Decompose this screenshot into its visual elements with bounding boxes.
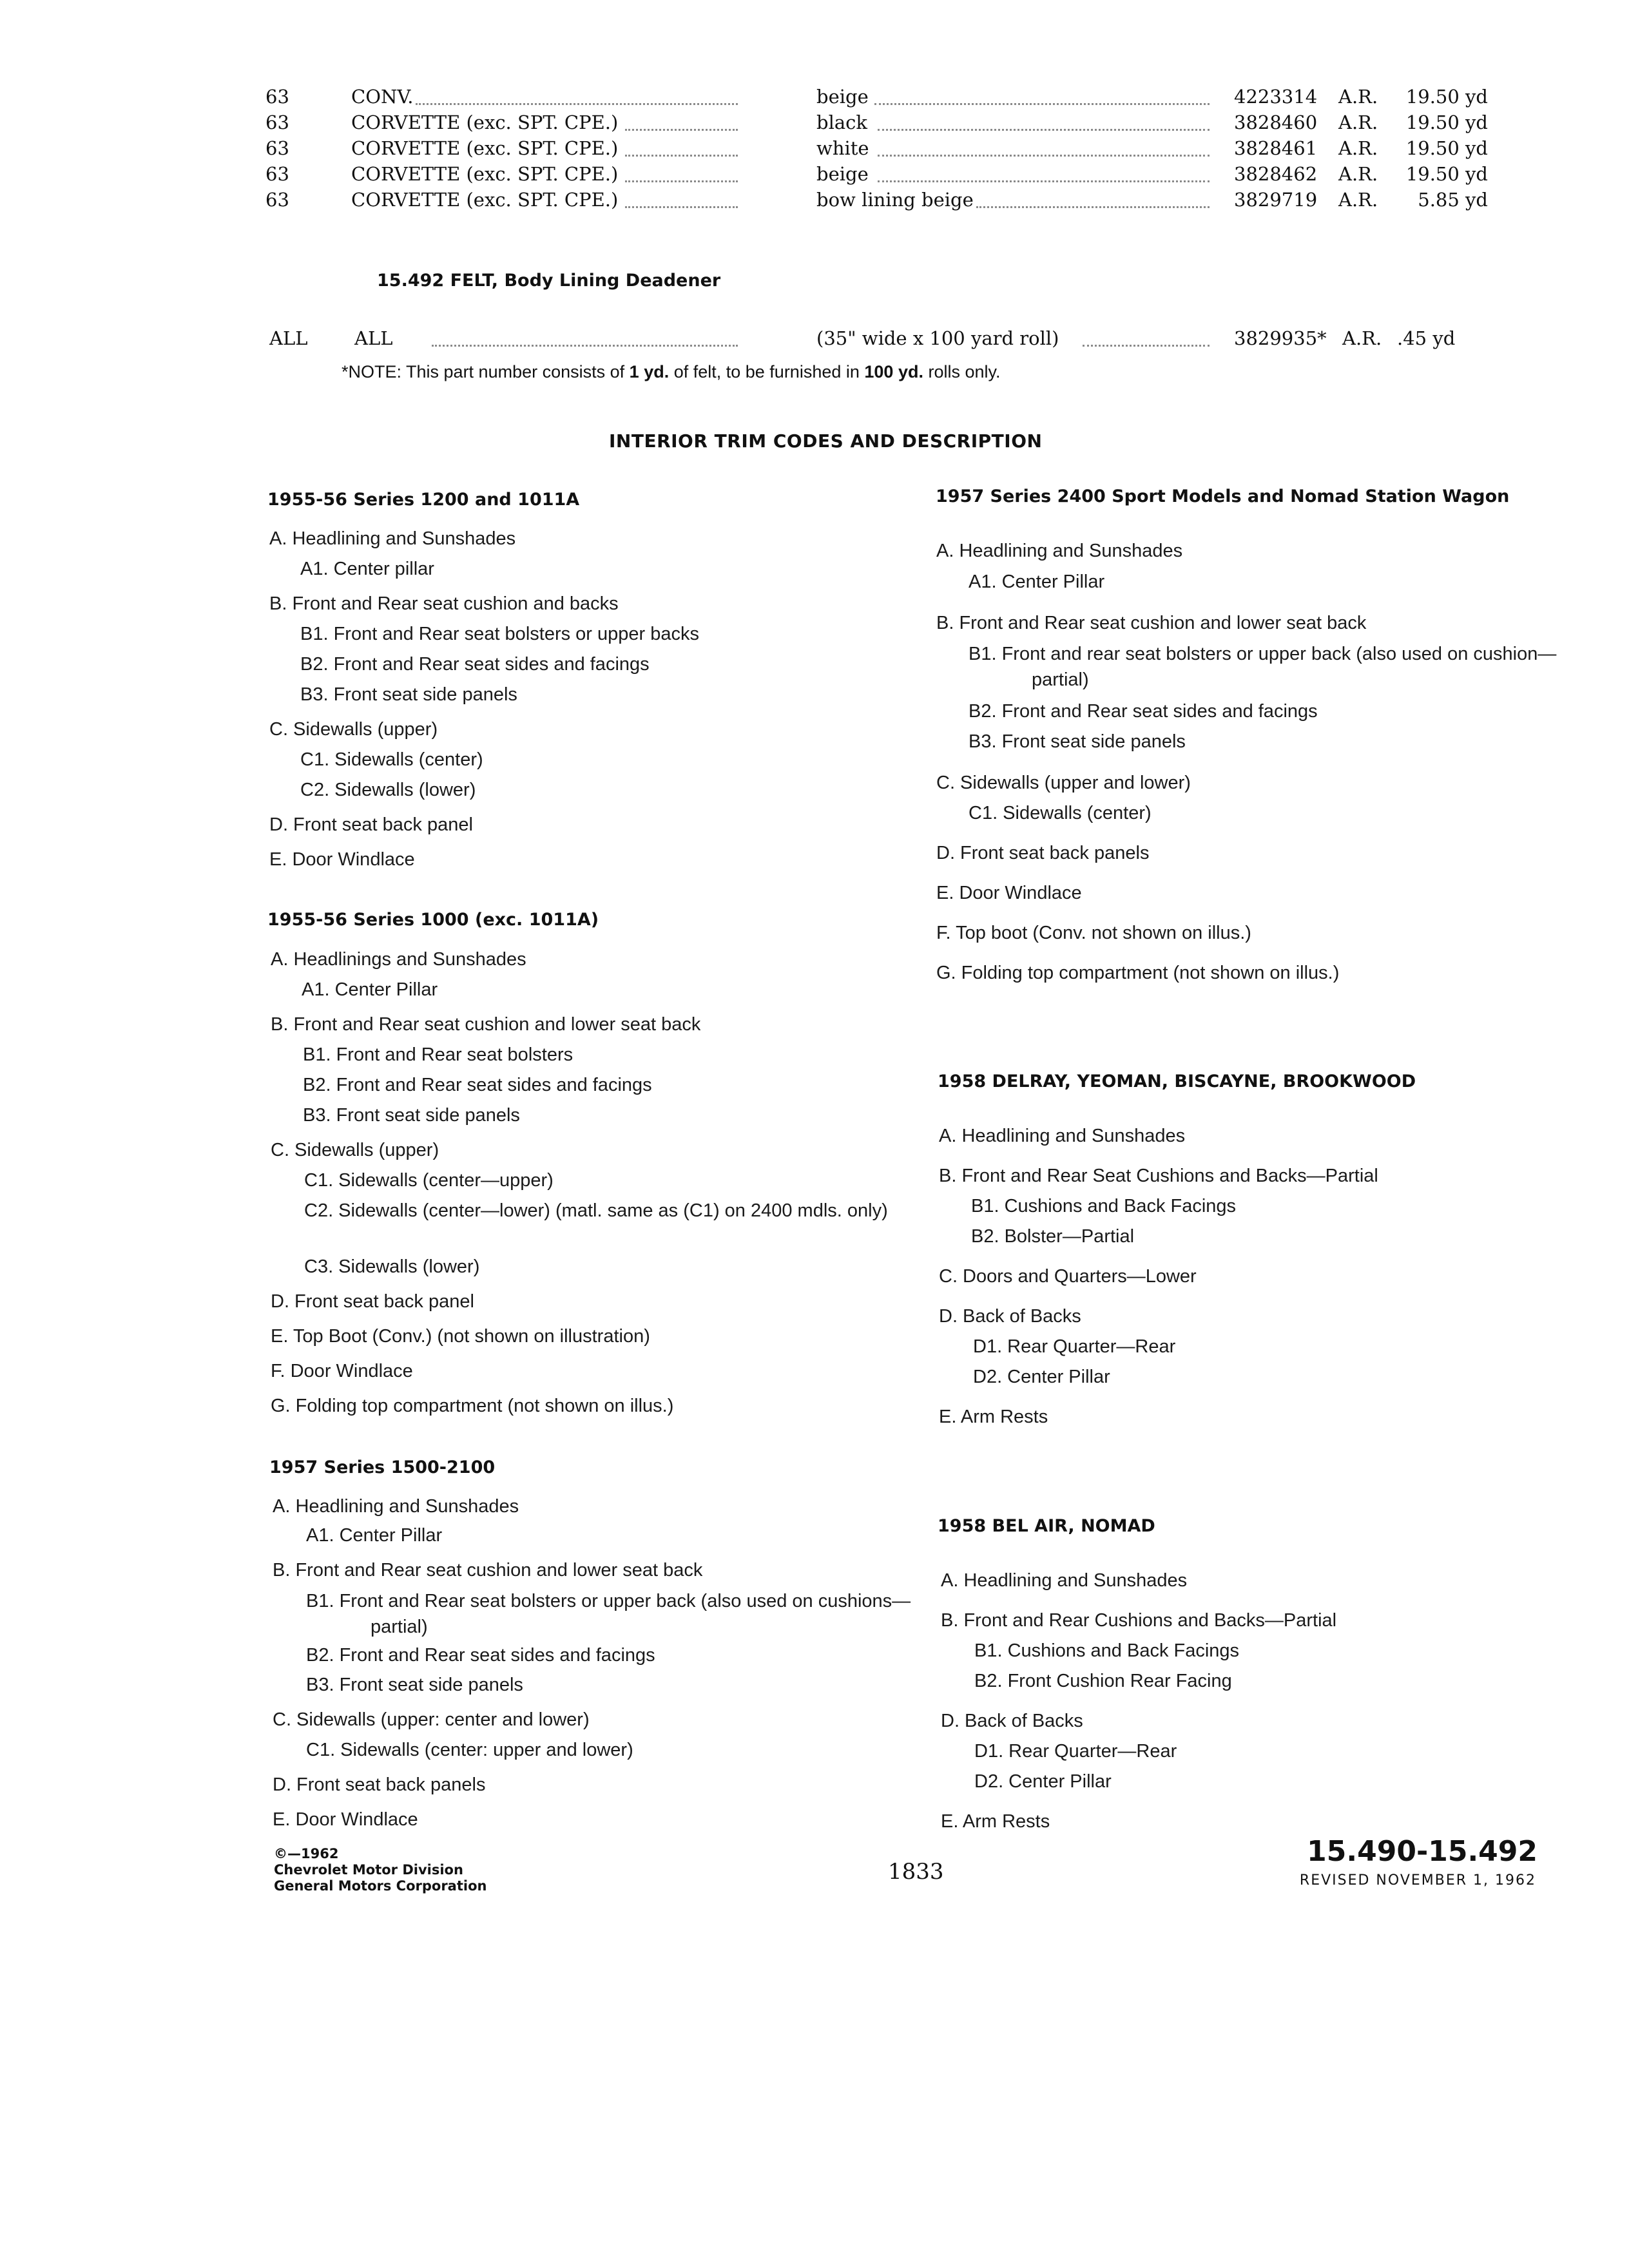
table-row	[0, 163, 1629, 189]
trim-code-item: A. Headlining and Sunshades	[273, 1496, 519, 1517]
dot-leader	[625, 155, 738, 157]
trim-code-item: C1. Sidewalls (center—upper)	[304, 1170, 554, 1191]
part-number-cell: 3829935*	[1234, 327, 1327, 349]
dot-leader	[432, 345, 738, 347]
trim-code-item: B. Front and Rear seat cushion and lower seat back	[271, 1014, 701, 1035]
trim-code-item: B. Front and Rear seat cushion and lower seat back	[936, 613, 1367, 633]
trim-code-item: D. Front seat back panel	[271, 1291, 474, 1312]
trim-code-item: B. Front and Rear Cushions and Backs—Partial	[941, 1610, 1337, 1631]
note-bold-1: 1 yd.	[629, 362, 670, 381]
model-cell: CORVETTE (exc. SPT. CPE.)	[351, 137, 619, 159]
page-number: 1833	[888, 1859, 944, 1885]
section-title: 1958 BEL AIR, NOMAD	[938, 1516, 1155, 1536]
part-number-cell: 3828462	[1234, 163, 1318, 185]
note-suffix: rolls only.	[923, 362, 1001, 381]
trim-code-item: D2. Center Pillar	[974, 1771, 1112, 1792]
trim-code-item: B3. Front seat side panels	[300, 684, 517, 705]
trim-code-item: E. Door Windlace	[269, 849, 415, 870]
trim-code-item: D. Back of Backs	[939, 1306, 1081, 1327]
dot-leader	[878, 129, 1210, 131]
trim-code-item: C1. Sidewalls (center)	[300, 749, 483, 770]
trim-code-item: B3. Front seat side panels	[303, 1105, 520, 1126]
qty-cell: A.R.	[1342, 327, 1382, 349]
table-row	[0, 189, 1629, 215]
amount-cell: 19.50 yd	[1405, 137, 1488, 159]
trim-code-item: E. Top Boot (Conv.) (not shown on illustration)	[271, 1326, 650, 1347]
year-cell: 63	[265, 86, 289, 108]
qty-cell: A.R.	[1338, 137, 1378, 159]
model-cell: CONV.	[351, 86, 414, 108]
trim-code-item: B1. Front and Rear seat bolsters	[303, 1044, 574, 1065]
trim-code-item: B1. Cushions and Back Facings	[974, 1640, 1240, 1661]
trim-code-item: B1. Front and rear seat bolsters or upper back (also used on cushion—partial)	[969, 644, 1557, 690]
dot-leader	[625, 206, 738, 208]
trim-code-item: B1. Cushions and Back Facings	[971, 1196, 1237, 1216]
amount-cell: 19.50 yd	[1405, 111, 1488, 133]
trim-code-item: B1. Front and Rear seat bolsters or upper backs	[300, 624, 699, 644]
table-row	[0, 86, 1629, 111]
color-cell: white	[816, 137, 869, 159]
note-prefix: *NOTE: This part number consists of	[342, 362, 630, 381]
trim-code-item: B. Front and Rear seat cushion and backs	[269, 593, 619, 614]
page-title: INTERIOR TRIM CODES AND DESCRIPTION	[609, 430, 1043, 452]
trim-code-item: A. Headlining and Sunshades	[269, 528, 516, 549]
part-number-cell: 3829719	[1234, 189, 1318, 211]
section-title: 1957 Series 2400 Sport Models and Nomad Station Wagon	[936, 486, 1510, 506]
dot-leader	[416, 103, 738, 105]
model-cell: CORVETTE (exc. SPT. CPE.)	[351, 189, 619, 211]
dot-leader	[1083, 345, 1210, 347]
trim-code-item: D2. Center Pillar	[973, 1367, 1110, 1387]
corporation-line: General Motors Corporation	[274, 1878, 487, 1894]
color-cell: beige	[816, 163, 869, 185]
color-cell: bow lining beige	[816, 189, 974, 211]
trim-code-item: E. Door Windlace	[936, 883, 1082, 903]
trim-code-item: D. Front seat back panels	[936, 843, 1150, 863]
qty-cell: A.R.	[1338, 163, 1378, 185]
trim-code-item: F. Top boot (Conv. not shown on illus.)	[936, 923, 1251, 943]
trim-code-item: A. Headlinings and Sunshades	[271, 949, 526, 970]
qty-cell: A.R.	[1338, 86, 1378, 108]
part-number-cell: 3828461	[1234, 137, 1318, 159]
trim-code-item: A1. Center pillar	[300, 559, 434, 579]
trim-code-item: B2. Front Cushion Rear Facing	[974, 1671, 1232, 1691]
trim-code-item: B3. Front seat side panels	[306, 1675, 523, 1695]
felt-note	[342, 362, 1001, 382]
table-row	[0, 137, 1629, 163]
trim-code-item: G. Folding top compartment (not shown on illus.)	[271, 1396, 674, 1416]
dot-leader	[625, 180, 738, 182]
section-title: 1955-56 Series 1000 (exc. 1011A)	[267, 910, 599, 930]
trim-code-item: D1. Rear Quarter—Rear	[974, 1741, 1177, 1762]
felt-row	[0, 327, 1629, 353]
amount-cell: .45 yd	[1397, 327, 1456, 349]
model-cell: CORVETTE (exc. SPT. CPE.)	[351, 111, 619, 133]
trim-code-item: E. Arm Rests	[941, 1811, 1050, 1832]
trim-code-item: C. Sidewalls (upper: center and lower)	[273, 1709, 590, 1730]
trim-code-item: C1. Sidewalls (center)	[969, 803, 1152, 823]
trim-code-item: D. Front seat back panel	[269, 814, 473, 835]
copyright-block	[274, 1846, 487, 1894]
color-cell: (35" wide x 100 yard roll)	[816, 327, 1059, 349]
trim-code-item: A. Headlining and Sunshades	[939, 1126, 1186, 1146]
model-cell: CORVETTE (exc. SPT. CPE.)	[351, 163, 619, 185]
trim-code-item: F. Door Windlace	[271, 1361, 413, 1381]
qty-cell: A.R.	[1338, 189, 1378, 211]
trim-code-item: B3. Front seat side panels	[969, 731, 1186, 752]
note-bold-2: 100 yd.	[864, 362, 923, 381]
year-cell: 63	[265, 163, 289, 185]
trim-code-item: G. Folding top compartment (not shown on illus.)	[936, 963, 1340, 983]
amount-cell: 5.85 yd	[1418, 189, 1488, 211]
qty-cell: A.R.	[1338, 111, 1378, 133]
trim-code-item: E. Arm Rests	[939, 1407, 1048, 1427]
trim-code-item: A. Headlining and Sunshades	[936, 541, 1183, 561]
part-number-cell: 4223314	[1234, 86, 1318, 108]
trim-code-item: C. Sidewalls (upper)	[271, 1140, 439, 1160]
section-title: 1955-56 Series 1200 and 1011A	[267, 490, 580, 510]
trim-code-item: A1. Center Pillar	[302, 979, 438, 1000]
trim-code-item: A. Headlining and Sunshades	[941, 1570, 1188, 1591]
trim-code-item: C. Doors and Quarters—Lower	[939, 1266, 1197, 1287]
year-cell: 63	[265, 189, 289, 211]
trim-code-item: E. Door Windlace	[273, 1809, 418, 1830]
color-cell: black	[816, 111, 867, 133]
dot-leader	[976, 206, 1210, 208]
color-cell: beige	[816, 86, 869, 108]
year-cell: ALL	[269, 327, 308, 349]
trim-code-item: A1. Center Pillar	[969, 572, 1105, 592]
trim-code-item: B2. Front and Rear seat sides and facings	[300, 654, 650, 675]
trim-code-item: C. Sidewalls (upper and lower)	[936, 773, 1191, 793]
year-cell: 63	[265, 111, 289, 133]
copyright-line: ©—1962	[274, 1846, 339, 1861]
trim-code-item: B1. Front and Rear seat bolsters or upper back (also used on cushions—partial)	[306, 1591, 911, 1637]
dot-leader	[625, 129, 738, 131]
dot-leader	[878, 180, 1210, 182]
section-range: 15.490-15.492	[1307, 1835, 1537, 1868]
trim-code-item: C2. Sidewalls (lower)	[300, 780, 476, 800]
trim-code-item: C1. Sidewalls (center: upper and lower)	[306, 1740, 633, 1760]
amount-cell: 19.50 yd	[1405, 163, 1488, 185]
part-number-cell: 3828460	[1234, 111, 1318, 133]
model-cell: ALL	[354, 327, 393, 349]
trim-code-item: C3. Sidewalls (lower)	[304, 1256, 480, 1277]
year-cell: 63	[265, 137, 289, 159]
trim-code-item: B2. Front and Rear seat sides and facings	[969, 701, 1318, 722]
trim-code-item: B2. Front and Rear seat sides and facings	[306, 1645, 655, 1666]
dot-leader	[878, 155, 1210, 157]
felt-heading: 15.492 FELT, Body Lining Deadener	[377, 271, 721, 291]
amount-cell: 19.50 yd	[1405, 86, 1488, 108]
trim-code-item: C2. Sidewalls (center—lower) (matl. same as (C1) on 2400 mdls. only)	[304, 1200, 888, 1221]
revised-date: REVISED NOVEMBER 1, 1962	[1299, 1872, 1536, 1888]
section-title: 1958 DELRAY, YEOMAN, BISCAYNE, BROOKWOOD	[938, 1072, 1416, 1091]
trim-code-item: B2. Bolster—Partial	[971, 1226, 1135, 1247]
section-title: 1957 Series 1500-2100	[269, 1457, 496, 1477]
trim-code-item: C. Sidewalls (upper)	[269, 719, 438, 740]
trim-code-item: B. Front and Rear Seat Cushions and Backs—Partial	[939, 1166, 1378, 1186]
trim-code-item: D1. Rear Quarter—Rear	[973, 1336, 1176, 1357]
trim-code-item: D. Back of Backs	[941, 1711, 1083, 1731]
division-line: Chevrolet Motor Division	[274, 1862, 463, 1878]
trim-code-item: D. Front seat back panels	[273, 1774, 486, 1795]
trim-code-item: A1. Center Pillar	[306, 1525, 443, 1546]
dot-leader	[874, 103, 1210, 105]
table-row	[0, 111, 1629, 137]
trim-code-item: B. Front and Rear seat cushion and lower seat back	[273, 1560, 703, 1581]
note-middle: of felt, to be furnished in	[669, 362, 865, 381]
trim-code-item: B2. Front and Rear seat sides and facings	[303, 1075, 652, 1095]
